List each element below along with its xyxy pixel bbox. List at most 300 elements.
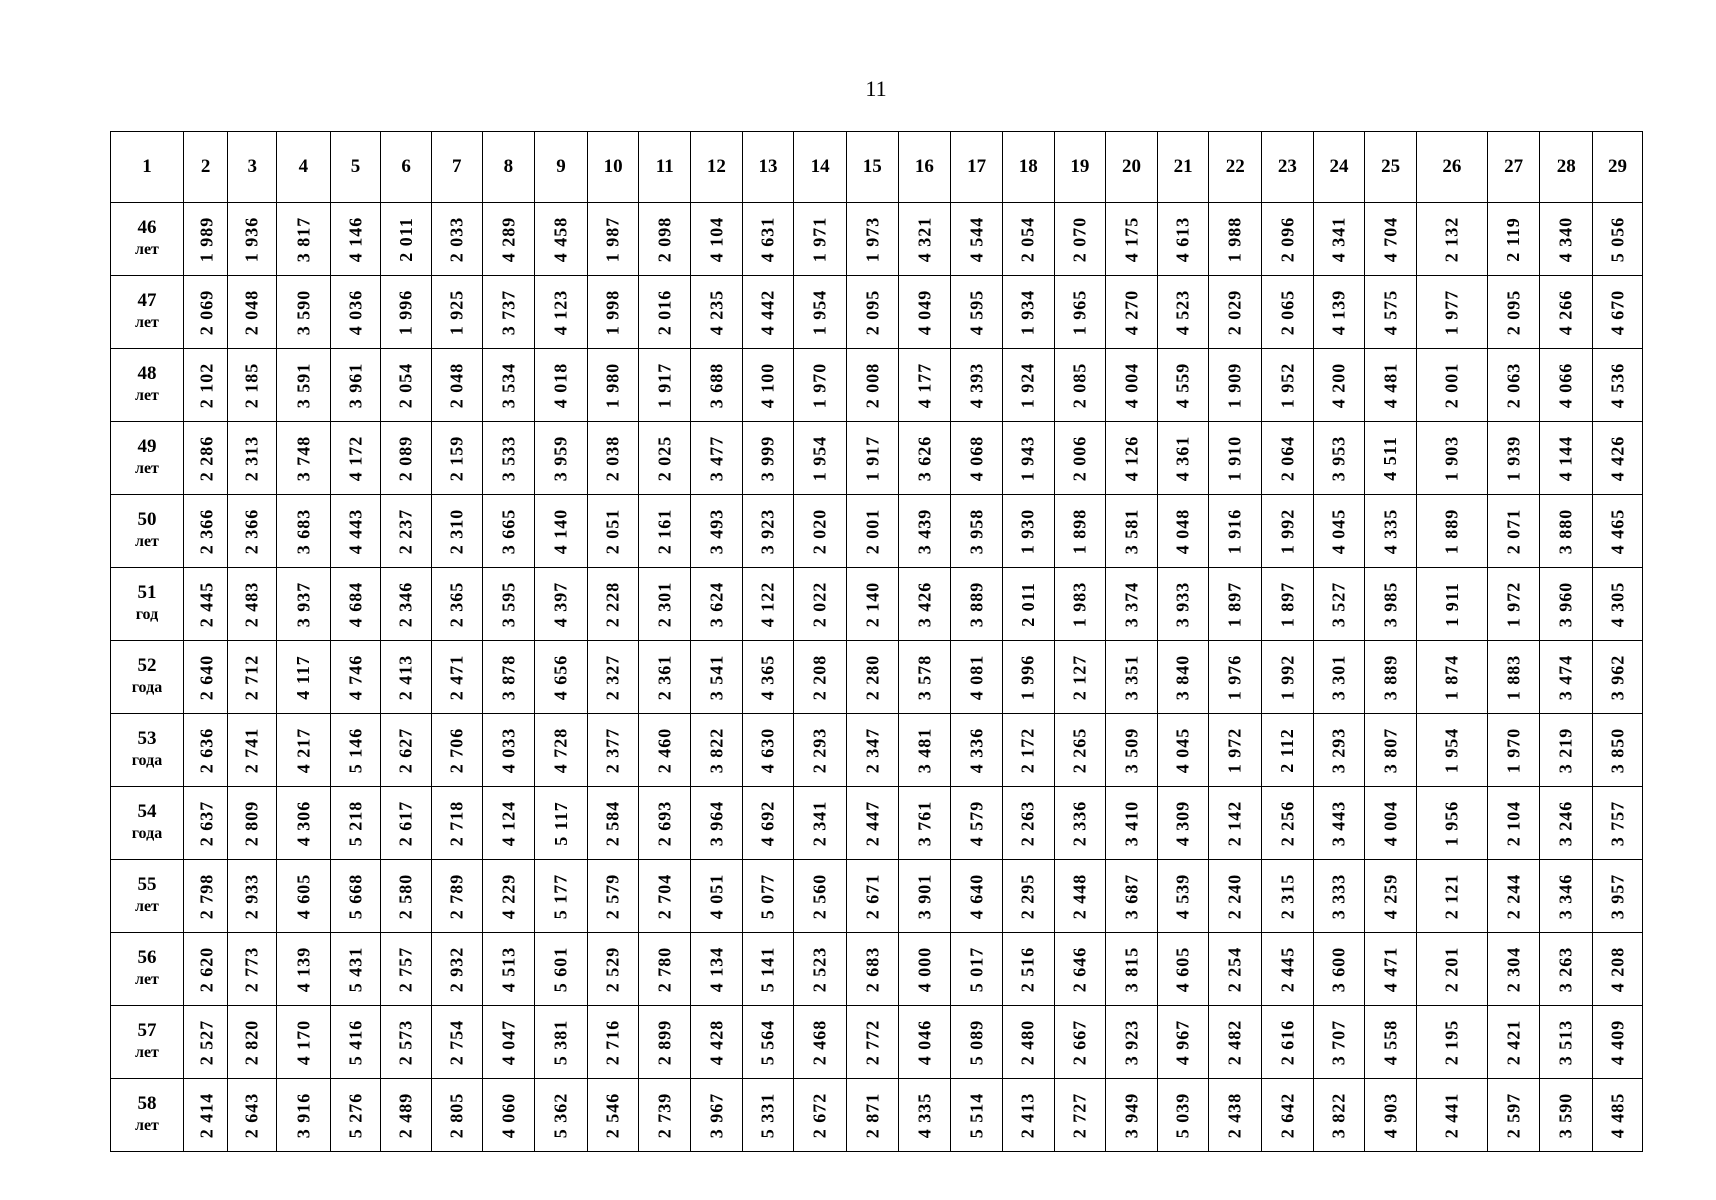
cell-value: 2 020	[809, 508, 830, 554]
table-cell	[1593, 349, 1643, 422]
table-cell	[1540, 1006, 1593, 1079]
table-cell	[228, 422, 277, 495]
table-cell	[1002, 349, 1054, 422]
table-cell	[587, 1006, 639, 1079]
cell-value: 3 534	[497, 362, 518, 408]
table-cell	[1262, 641, 1314, 714]
cell-value: 3 590	[1555, 1092, 1576, 1138]
table-cell	[1416, 568, 1487, 641]
row-label	[111, 860, 184, 933]
cell-value: 3 961	[345, 362, 365, 408]
table-cell	[951, 568, 1003, 641]
table-cell	[277, 641, 331, 714]
table-cell	[1002, 568, 1054, 641]
table-cell	[183, 860, 228, 933]
cell-value: 2 413	[1017, 1092, 1038, 1138]
cell-value: 2 011	[395, 216, 416, 262]
table-cell	[691, 495, 743, 568]
cell-value: 2 523	[809, 946, 830, 992]
cell-value: 2 445	[196, 581, 217, 627]
column-header: 4	[277, 132, 331, 203]
cell-value: 2 263	[1017, 800, 1038, 846]
table-cell	[1106, 495, 1158, 568]
table-cell	[381, 276, 432, 349]
cell-value: 2 065	[1276, 289, 1297, 335]
header-row	[111, 132, 1643, 203]
cell-value: 5 039	[1172, 1092, 1193, 1138]
table-cell	[587, 860, 639, 933]
cell-value: 2 716	[602, 1019, 623, 1065]
table-row	[111, 787, 1643, 860]
table-cell	[846, 349, 898, 422]
table-cell	[794, 787, 847, 860]
table-cell	[277, 1079, 331, 1152]
row-age-unit: лет	[134, 1044, 159, 1061]
table-cell	[183, 641, 228, 714]
cell-value: 5 017	[966, 946, 987, 992]
cell-value: 2 640	[196, 654, 217, 700]
cell-value: 1 956	[1441, 800, 1462, 846]
table-cell	[898, 495, 951, 568]
cell-value: 4 200	[1328, 362, 1349, 408]
cell-value: 2 301	[654, 581, 675, 627]
table-cell	[1416, 787, 1487, 860]
cell-value: 1 976	[1224, 654, 1245, 700]
table-cell	[1416, 641, 1487, 714]
table-cell	[1313, 422, 1365, 495]
row-age-unit: лет	[134, 971, 159, 988]
row-label	[111, 276, 184, 349]
cell-value: 4 033	[497, 727, 518, 773]
cell-value: 2 006	[1069, 435, 1090, 481]
table-cell	[794, 714, 847, 787]
cell-value: 2 119	[1503, 216, 1524, 262]
table-cell	[330, 787, 381, 860]
table-cell	[587, 203, 639, 276]
table-cell	[587, 641, 639, 714]
cell-value: 4 177	[913, 362, 934, 408]
cell-value: 2 741	[241, 727, 262, 773]
table-cell	[1313, 787, 1365, 860]
table-cell	[794, 568, 847, 641]
cell-value: 2 580	[395, 873, 416, 919]
cell-value: 1 972	[1503, 581, 1524, 627]
table-cell	[846, 1006, 898, 1079]
table-cell	[742, 276, 794, 349]
cell-value: 2 820	[241, 1019, 262, 1065]
table-cell	[846, 568, 898, 641]
table-cell	[742, 349, 794, 422]
cell-value: 3 687	[1120, 873, 1141, 919]
table-cell	[846, 495, 898, 568]
cell-value: 3 889	[966, 581, 987, 627]
cell-value: 4 967	[1172, 1019, 1193, 1065]
table-cell	[228, 860, 277, 933]
table-cell	[1209, 714, 1262, 787]
cell-value: 5 564	[757, 1019, 778, 1065]
table-cell	[1365, 422, 1417, 495]
cell-value: 4 656	[550, 654, 571, 700]
table-cell	[277, 495, 331, 568]
table-cell	[228, 933, 277, 1006]
cell-value: 2 016	[654, 289, 675, 335]
table-cell	[1593, 1079, 1643, 1152]
row-label	[111, 787, 184, 860]
cell-value: 4 544	[966, 216, 987, 262]
table-cell	[742, 933, 794, 1006]
table-cell	[639, 787, 691, 860]
table-cell	[846, 422, 898, 495]
cell-value: 2 254	[1224, 946, 1245, 992]
cell-value: 2 185	[241, 362, 262, 408]
table-cell	[330, 276, 381, 349]
table-cell	[183, 203, 228, 276]
table-cell	[639, 1006, 691, 1079]
table-cell	[1157, 276, 1209, 349]
cell-value: 5 331	[757, 1092, 778, 1138]
cell-value: 4 049	[913, 289, 934, 335]
cell-value: 2 195	[1441, 1019, 1462, 1065]
table-cell	[742, 422, 794, 495]
cell-value: 4 066	[1555, 362, 1576, 408]
cell-value: 4 595	[966, 289, 987, 335]
row-label	[111, 933, 184, 1006]
cell-value: 2 048	[241, 289, 262, 335]
cell-value: 1 930	[1017, 508, 1038, 554]
cell-value: 1 954	[1441, 727, 1462, 773]
table-cell	[183, 933, 228, 1006]
table-cell	[482, 568, 535, 641]
table-cell	[535, 422, 588, 495]
cell-value: 3 916	[292, 1092, 313, 1138]
table-row	[111, 641, 1643, 714]
cell-value: 2 102	[196, 362, 217, 408]
row-age-unit: года	[131, 752, 163, 769]
table-cell	[587, 787, 639, 860]
table-cell	[330, 933, 381, 1006]
cell-value: 1 987	[602, 216, 623, 262]
table-cell	[1209, 422, 1262, 495]
cell-value: 4 305	[1607, 581, 1628, 627]
table-cell	[1313, 933, 1365, 1006]
cell-value: 2 683	[861, 946, 882, 992]
table-cell	[1593, 422, 1643, 495]
cell-value: 2 573	[395, 1019, 416, 1065]
table-cell	[1157, 860, 1209, 933]
cell-value: 2 265	[1069, 727, 1090, 773]
cell-value: 4 217	[292, 727, 313, 773]
cell-value: 1 924	[1017, 362, 1038, 408]
cell-value: 3 591	[292, 362, 313, 408]
table-cell	[1487, 568, 1540, 641]
table-cell	[951, 641, 1003, 714]
cell-value: 4 428	[705, 1019, 726, 1065]
cell-value: 2 022	[809, 581, 830, 627]
table-cell	[691, 933, 743, 1006]
row-age-unit: лет	[134, 898, 159, 915]
cell-value: 4 485	[1607, 1092, 1628, 1138]
cell-value: 2 413	[395, 654, 416, 700]
cell-value: 2 341	[809, 800, 830, 846]
cell-value: 2 739	[654, 1092, 675, 1138]
cell-value: 1 903	[1441, 435, 1462, 481]
cell-value: 2 293	[809, 727, 830, 773]
row-label	[111, 495, 184, 568]
cell-value: 4 903	[1380, 1092, 1401, 1138]
cell-value: 1 916	[1224, 508, 1245, 554]
table-body	[111, 203, 1643, 1152]
row-age: 47	[137, 290, 157, 311]
table-cell	[183, 1006, 228, 1079]
table-cell	[639, 1079, 691, 1152]
cell-value: 3 850	[1607, 727, 1628, 773]
cell-value: 2 208	[809, 654, 830, 700]
cell-value: 3 757	[1607, 800, 1628, 846]
table-cell	[951, 1079, 1003, 1152]
cell-value: 2 315	[1276, 873, 1297, 919]
table-cell	[898, 787, 951, 860]
table-cell	[1054, 568, 1106, 641]
table-cell	[1054, 422, 1106, 495]
cell-value: 3 964	[705, 800, 726, 846]
cell-value: 2 637	[196, 800, 217, 846]
row-label	[111, 1079, 184, 1152]
cell-value: 3 600	[1328, 946, 1349, 992]
table-cell	[846, 860, 898, 933]
cell-value: 3 481	[913, 727, 934, 773]
table-cell	[183, 349, 228, 422]
table-cell	[1002, 933, 1054, 1006]
row-label	[111, 568, 184, 641]
table-cell	[951, 787, 1003, 860]
cell-value: 4 004	[1120, 362, 1141, 408]
table-cell	[794, 495, 847, 568]
table-cell	[691, 276, 743, 349]
cell-value: 2 772	[861, 1019, 882, 1065]
table-cell	[1416, 276, 1487, 349]
cell-value: 2 667	[1069, 1019, 1090, 1065]
table-cell	[330, 1006, 381, 1079]
table-cell	[535, 568, 588, 641]
table-cell	[1209, 787, 1262, 860]
table-cell	[1365, 787, 1417, 860]
cell-value: 2 441	[1441, 1092, 1462, 1138]
table-cell	[742, 860, 794, 933]
cell-value: 4 336	[966, 727, 987, 773]
cell-value: 4 536	[1607, 362, 1628, 408]
cell-value: 4 046	[913, 1019, 934, 1065]
cell-value: 5 141	[757, 946, 778, 992]
cell-value: 2 482	[1224, 1019, 1245, 1065]
column-header: 15	[846, 132, 898, 203]
cell-value: 5 077	[757, 873, 778, 919]
table-cell	[1002, 714, 1054, 787]
table-cell	[1487, 714, 1540, 787]
cell-value: 3 439	[913, 508, 934, 554]
cell-value: 2 809	[241, 800, 262, 846]
table-cell	[639, 568, 691, 641]
cell-value: 1 925	[446, 289, 467, 335]
table-cell	[1157, 495, 1209, 568]
cell-value: 4 458	[550, 216, 571, 262]
table-cell	[431, 714, 482, 787]
cell-value: 2 366	[241, 508, 262, 554]
table-cell	[1487, 495, 1540, 568]
cell-value: 4 341	[1328, 216, 1349, 262]
cell-value: 2 142	[1224, 800, 1245, 846]
cell-value: 2 295	[1017, 873, 1038, 919]
table-cell	[1487, 641, 1540, 714]
table-cell	[1002, 203, 1054, 276]
cell-value: 3 578	[913, 654, 934, 700]
cell-value: 1 917	[861, 435, 882, 481]
column-header: 2	[183, 132, 228, 203]
column-header: 8	[482, 132, 535, 203]
cell-value: 2 286	[196, 435, 217, 481]
table-cell	[951, 860, 1003, 933]
cell-value: 2 071	[1503, 508, 1524, 554]
table-cell	[535, 276, 588, 349]
table-cell	[1106, 714, 1158, 787]
cell-value: 4 124	[497, 800, 518, 846]
cell-value: 3 477	[705, 435, 726, 481]
table-cell	[587, 276, 639, 349]
cell-value: 2 095	[861, 289, 882, 335]
table-cell	[1365, 714, 1417, 787]
table-cell	[1054, 1079, 1106, 1152]
cell-value: 5 416	[345, 1019, 365, 1065]
table-cell	[951, 276, 1003, 349]
row-label	[111, 714, 184, 787]
table-cell	[1365, 860, 1417, 933]
cell-value: 3 923	[757, 508, 778, 554]
table-cell	[1540, 933, 1593, 1006]
table-cell	[482, 422, 535, 495]
column-header: 19	[1054, 132, 1106, 203]
column-header: 5	[330, 132, 381, 203]
table-cell	[277, 568, 331, 641]
cell-value: 2 798	[196, 873, 217, 919]
cell-value: 4 361	[1172, 435, 1193, 481]
table-cell	[535, 933, 588, 1006]
column-header: 12	[691, 132, 743, 203]
table-cell	[535, 787, 588, 860]
table-cell	[1262, 495, 1314, 568]
table-cell	[482, 349, 535, 422]
cell-value: 4 605	[1172, 946, 1193, 992]
table-cell	[1209, 349, 1262, 422]
table-cell	[1593, 860, 1643, 933]
cell-value: 2 033	[446, 216, 467, 262]
table-cell	[277, 714, 331, 787]
cell-value: 2 789	[446, 873, 467, 919]
cell-value: 5 056	[1607, 216, 1628, 262]
table-cell	[691, 1079, 743, 1152]
table-cell	[587, 422, 639, 495]
table-cell	[1262, 933, 1314, 1006]
table-cell	[1416, 1006, 1487, 1079]
cell-value: 2 069	[196, 289, 217, 335]
row-age: 51	[137, 582, 157, 603]
table-row	[111, 568, 1643, 641]
column-header: 21	[1157, 132, 1209, 203]
table-cell	[1593, 1006, 1643, 1079]
cell-value: 4 539	[1172, 873, 1193, 919]
cell-value: 2 159	[446, 435, 467, 481]
table-cell	[846, 203, 898, 276]
cell-value: 4 000	[913, 946, 934, 992]
cell-value: 2 038	[602, 435, 623, 481]
table-cell	[1054, 933, 1106, 1006]
table-cell	[1002, 641, 1054, 714]
table-cell	[431, 641, 482, 714]
cell-value: 4 309	[1172, 800, 1193, 846]
table-cell	[1106, 933, 1158, 1006]
cell-value: 2 773	[241, 946, 262, 992]
cell-value: 3 949	[1120, 1092, 1141, 1138]
cell-value: 4 559	[1172, 362, 1193, 408]
column-header: 11	[639, 132, 691, 203]
cell-value: 2 095	[1503, 289, 1524, 335]
table-cell	[277, 422, 331, 495]
cell-value: 2 132	[1441, 216, 1462, 262]
cell-value: 4 266	[1555, 289, 1576, 335]
table-cell	[535, 860, 588, 933]
table-cell	[482, 1006, 535, 1079]
table-cell	[1209, 641, 1262, 714]
cell-value: 2 008	[861, 362, 882, 408]
table-cell	[951, 1006, 1003, 1079]
table-cell	[330, 860, 381, 933]
table-cell	[1540, 1079, 1593, 1152]
row-age-unit: лет	[134, 387, 159, 404]
cell-value: 4 481	[1380, 362, 1401, 408]
table-cell	[691, 203, 743, 276]
table-cell	[381, 860, 432, 933]
cell-value: 4 426	[1607, 435, 1628, 481]
table-cell	[1487, 787, 1540, 860]
table-cell	[1106, 568, 1158, 641]
cell-value: 4 630	[757, 727, 778, 773]
table-cell	[691, 568, 743, 641]
table-cell	[1002, 860, 1054, 933]
table-cell	[898, 1079, 951, 1152]
table-cell	[228, 1006, 277, 1079]
table-cell	[381, 349, 432, 422]
cell-value: 3 443	[1328, 800, 1349, 846]
table-cell	[183, 1079, 228, 1152]
cell-value: 4 613	[1172, 216, 1193, 262]
cell-value: 4 513	[497, 946, 518, 992]
column-header: 9	[535, 132, 588, 203]
table-cell	[1054, 1006, 1106, 1079]
table-cell	[431, 203, 482, 276]
table-cell	[1593, 495, 1643, 568]
table-cell	[381, 787, 432, 860]
cell-value: 5 117	[550, 800, 571, 846]
cell-value: 2 646	[1069, 946, 1090, 992]
table-cell	[794, 422, 847, 495]
cell-value: 4 511	[1380, 435, 1401, 481]
table-cell	[1002, 1079, 1054, 1152]
table-cell	[691, 1006, 743, 1079]
cell-value: 1 943	[1017, 435, 1038, 481]
table-cell	[1540, 568, 1593, 641]
table-cell	[1540, 349, 1593, 422]
table-cell	[1002, 1006, 1054, 1079]
table-cell	[846, 787, 898, 860]
cell-value: 4 172	[345, 435, 365, 481]
